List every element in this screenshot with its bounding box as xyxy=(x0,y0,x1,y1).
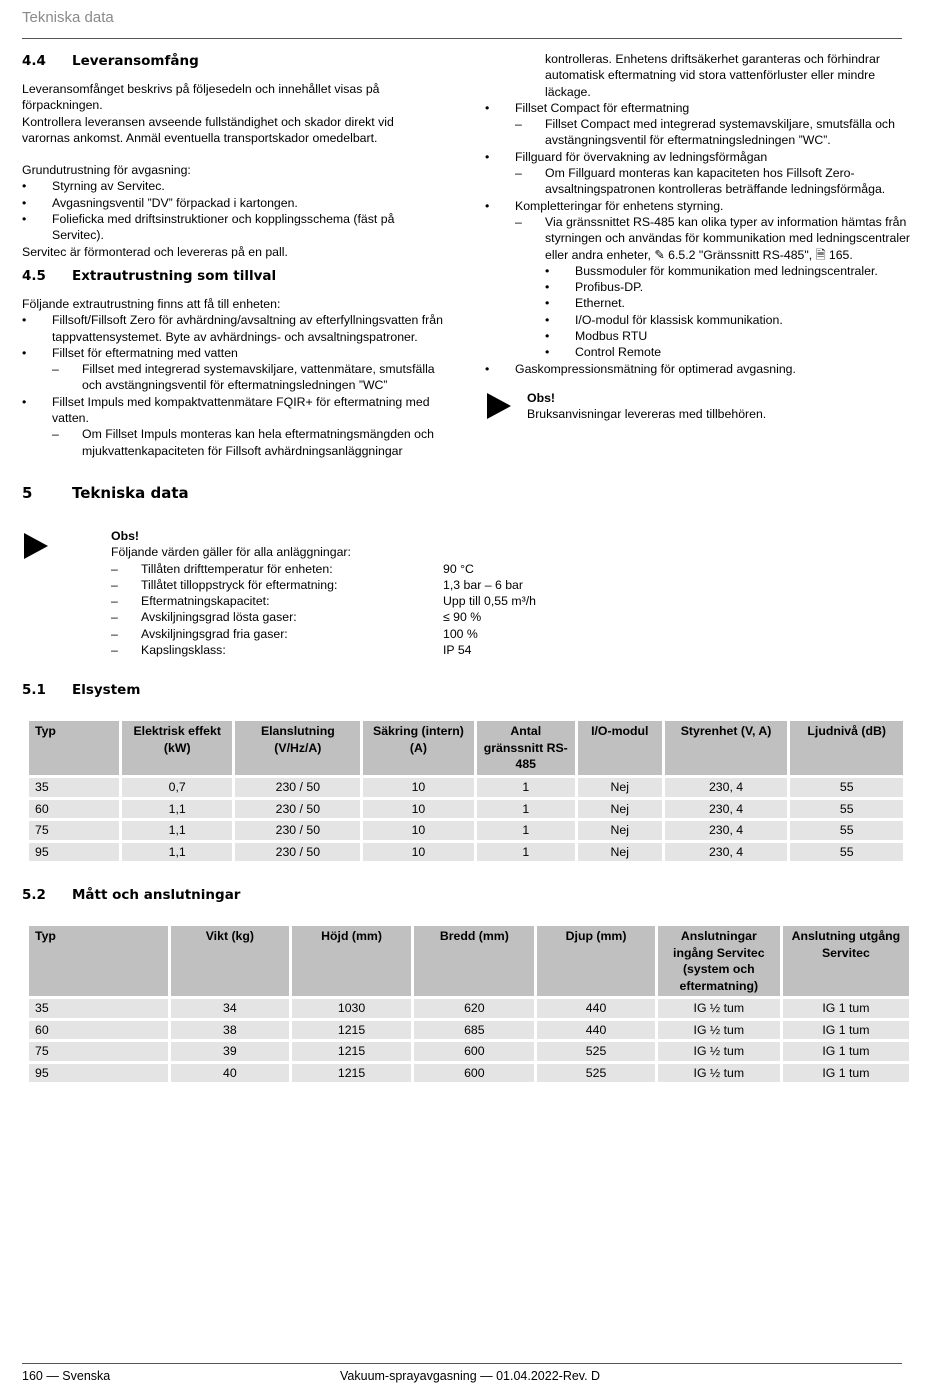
table-row xyxy=(29,1064,909,1083)
table-cell: 55 xyxy=(790,800,903,819)
table-cell: 10 xyxy=(363,821,473,840)
table-cell: 1215 xyxy=(292,1021,412,1040)
table-cell: 0,7 xyxy=(122,778,232,797)
list-item: • Kompletteringar för enhetens styrning. xyxy=(485,198,724,213)
table-cell: 34 xyxy=(171,999,289,1018)
table-cell: 55 xyxy=(790,843,903,862)
section-number: 4.5 xyxy=(22,268,46,284)
sub-sub-list-item: • I/O-modul för klassisk kommunikation. xyxy=(545,312,783,327)
chapter-number: 5 xyxy=(22,484,33,502)
section-number: 5.1 xyxy=(22,682,46,698)
table-cell: 230 / 50 xyxy=(235,800,360,819)
table-cell: 1,1 xyxy=(122,821,232,840)
section-4-5-body-left xyxy=(22,296,447,459)
table-header-row xyxy=(29,721,903,775)
table-cell: 40 xyxy=(171,1064,289,1083)
list-item: • Avgasningsventil ”DV” förpackad i kartongen. xyxy=(22,195,298,210)
section-4-4-heading xyxy=(22,52,199,70)
table-cell: 39 xyxy=(171,1042,289,1061)
table-cell: 1030 xyxy=(292,999,412,1018)
sub-list-item: – Om Fillguard monteras kan kapaciteten hos Fillsoft Zero-avsaltningspatronen kontrolleras beträffande ledningsförmåga. xyxy=(515,166,886,197)
table-cell: IG 1 tum xyxy=(783,1042,909,1061)
paragraph: Grundutrustning för avgasning: xyxy=(22,163,191,178)
column-header: Typ xyxy=(29,926,168,996)
table-cell: 600 xyxy=(414,1042,534,1061)
column-header: Elektrisk effekt (kW) xyxy=(122,721,232,775)
table-cell: 230, 4 xyxy=(665,821,788,840)
table-cell: 35 xyxy=(29,999,168,1018)
table-cell: 1 xyxy=(477,778,575,797)
table-cell: 1215 xyxy=(292,1042,412,1061)
chapter-title: Tekniska data xyxy=(72,484,189,502)
note-title: Obs! xyxy=(527,391,556,405)
page-number: 160 — Svenska xyxy=(22,1369,111,1383)
list-item: • Folieficka med driftsinstruktioner och kopplingsschema (fäst på Servitec). xyxy=(22,212,395,243)
column-header: Styrenhet (V, A) xyxy=(665,721,788,775)
table-cell: 1,1 xyxy=(122,800,232,819)
table-cell: 10 xyxy=(363,843,473,862)
table-row xyxy=(29,778,903,797)
column-header: Elanslutning (V/Hz/A) xyxy=(235,721,360,775)
section-title: Leveransomfång xyxy=(72,53,199,69)
paragraph: Kontrollera leveransen avseende fullständighet och skador direkt vid varornas ankomst. Anmäl eventuella transportskador omedelbart. xyxy=(22,114,394,145)
spec-row: – Eftermatningskapacitet: Upp till 0,55 m³/h xyxy=(111,594,536,609)
sub-list-item: – Fillset Compact med integrerad systemavskiljare, smutsfälla och avstängningsventil för eftermatningsledningen ”WC”. xyxy=(515,117,895,148)
table-cell: 55 xyxy=(790,821,903,840)
table-row xyxy=(29,821,903,840)
list-item: • Fillset Impuls med kompaktvattenmätare FQIR+ för eftermatning med vatten. xyxy=(22,394,430,426)
table-cell: 525 xyxy=(537,1064,655,1083)
column-header: Vikt (kg) xyxy=(171,926,289,996)
table-cell: IG ½ tum xyxy=(658,1042,780,1061)
table-cell: 95 xyxy=(29,1064,168,1083)
table-cell: 525 xyxy=(537,1042,655,1061)
running-header: Tekniska data xyxy=(22,9,114,26)
dimensions-table xyxy=(26,923,912,1085)
column-header: Antal gränssnitt RS-485 xyxy=(477,721,575,775)
table-cell: IG 1 tum xyxy=(783,1021,909,1040)
column-header: Höjd (mm) xyxy=(292,926,412,996)
table-cell: IG ½ tum xyxy=(658,1064,780,1083)
table-row xyxy=(29,1021,909,1040)
column-header: Anslutningar ingång Servitec (system och eftermatning) xyxy=(658,926,780,996)
chapter-5-heading xyxy=(22,483,189,503)
table-cell: Nej xyxy=(578,778,662,797)
paragraph: Följande extrautrustning finns att få till enheten: xyxy=(22,297,281,311)
sub-list-item: – Fillset med integrerad systemavskiljare, vattenmätare, smutsfälla och avstängningsventil för eftermatningsledningen ”WC” xyxy=(52,362,435,393)
header-divider xyxy=(22,38,902,39)
table-cell: 440 xyxy=(537,999,655,1018)
spec-row: – Kapslingsklass: IP 54 xyxy=(111,643,472,658)
table-cell: 1,1 xyxy=(122,843,232,862)
table-cell: Nej xyxy=(578,800,662,819)
note-title: Obs! xyxy=(111,529,140,543)
section-number: 4.4 xyxy=(22,53,46,69)
table-row xyxy=(29,999,909,1018)
spec-row: – Avskiljningsgrad lösta gaser: ≤ 90 % xyxy=(111,610,482,625)
table-cell: 60 xyxy=(29,800,119,819)
spec-row: – Tillåten drifttemperatur för enheten: 90 °C xyxy=(111,561,474,576)
section-number: 5.2 xyxy=(22,887,46,903)
section-5-1-heading xyxy=(22,681,140,699)
table-cell: 60 xyxy=(29,1021,168,1040)
list-item: • Fillguard för övervakning av ledningsförmågan xyxy=(485,149,768,164)
list-item: • Fillset för eftermatning med vatten xyxy=(22,345,238,360)
table-cell: 230 / 50 xyxy=(235,843,360,862)
footer-divider xyxy=(22,1363,902,1364)
column-header: Typ xyxy=(29,721,119,775)
table-row xyxy=(29,800,903,819)
table-cell: 1 xyxy=(477,821,575,840)
table-row xyxy=(29,843,903,862)
sub-sub-list-item: • Profibus-DP. xyxy=(545,280,644,295)
table-cell: 600 xyxy=(414,1064,534,1083)
list-item: • Fillset Compact för eftermatning xyxy=(485,100,690,115)
section-title: Elsystem xyxy=(72,682,141,698)
section-4-5-body-right xyxy=(485,51,910,377)
table-cell: 95 xyxy=(29,843,119,862)
sub-sub-list-item: • Control Remote xyxy=(545,345,662,360)
table-cell: 38 xyxy=(171,1021,289,1040)
table-cell: 230 / 50 xyxy=(235,778,360,797)
list-item: • Styrning av Servitec. xyxy=(22,179,165,194)
note-text: Bruksanvisningar levereras med tillbehören. xyxy=(527,407,767,422)
table-cell: IG ½ tum xyxy=(658,999,780,1018)
table-cell: 230, 4 xyxy=(665,800,788,819)
spec-row: – Avskiljningsgrad fria gaser: 100 % xyxy=(111,626,478,641)
table-cell: 1 xyxy=(477,800,575,819)
sub-sub-list-item: • Bussmoduler för kommunikation med ledningscentraler. xyxy=(545,263,878,278)
table-cell: IG 1 tum xyxy=(783,1064,909,1083)
column-header: Anslutning utgång Servitec xyxy=(783,926,909,996)
document-title: Vakuum-sprayavgasning — 01.04.2022-Rev. D xyxy=(340,1369,601,1383)
table-cell: 35 xyxy=(29,778,119,797)
table-cell: Nej xyxy=(578,843,662,862)
table-cell: 55 xyxy=(790,778,903,797)
section-title: Mått och anslutningar xyxy=(72,887,241,903)
tech-data-note xyxy=(111,528,631,658)
table-cell: 1215 xyxy=(292,1064,412,1083)
column-header: Säkring (intern) (A) xyxy=(363,721,473,775)
section-5-2-heading xyxy=(22,886,240,904)
electrical-table xyxy=(26,718,906,864)
table-cell: 230, 4 xyxy=(665,778,788,797)
table-cell: 685 xyxy=(414,1021,534,1040)
table-cell: 75 xyxy=(29,1042,168,1061)
table-cell: 10 xyxy=(363,778,473,797)
table-row xyxy=(29,1042,909,1061)
table-cell: 620 xyxy=(414,999,534,1018)
column-header: Bredd (mm) xyxy=(414,926,534,996)
sub-list-item: – Via gränssnittet RS-485 kan olika typer av information hämtas från styrningen och användas för kommunikation med ledningscentraler eller andra enheter, ✎ 6.5.2 "Gränssnitt RS-485", 🗎 165. xyxy=(515,214,911,262)
table-header-row xyxy=(29,926,909,996)
table-cell: 230, 4 xyxy=(665,843,788,862)
spec-row: – Tillåtet tilloppstryck för eftermatning: 1,3 bar – 6 bar xyxy=(111,577,523,592)
sub-sub-list-item: • Modbus RTU xyxy=(545,329,648,344)
list-item: • Gaskompressionsmätning för optimerad avgasning. xyxy=(485,361,796,376)
note-arrow-icon xyxy=(487,393,511,419)
paragraph: Leveransomfånget beskrivs på följesedeln och innehållet visas på förpackningen. xyxy=(22,82,380,113)
table-cell: IG ½ tum xyxy=(658,1021,780,1040)
table-cell: 1 xyxy=(477,843,575,862)
sub-sub-list-item: • Ethernet. xyxy=(545,296,625,311)
note-intro: Följande värden gäller för alla anläggningar: xyxy=(111,545,351,560)
sub-list-item: – Om Fillset Impuls monteras kan hela eftermatningsmängden och mjukvattenkapaciteten för Fillsoft avhärdningsanläggningar xyxy=(52,427,434,458)
column-header: I/O-modul xyxy=(578,721,662,775)
table-cell: 230 / 50 xyxy=(235,821,360,840)
list-item: • Fillsoft/Fillsoft Zero för avhärdning/avsaltning av efterfyllningsvatten från tappvattensystemet. Byte av avhärdnings- och avsaltningspatroner. xyxy=(22,313,443,344)
paragraph: Servitec är förmonterad och levereras på en pall. xyxy=(22,244,288,259)
section-title: Extrautrustning som tillval xyxy=(72,268,277,284)
table-cell: IG 1 tum xyxy=(783,999,909,1018)
section-4-4-body xyxy=(22,81,442,260)
table-cell: 10 xyxy=(363,800,473,819)
note-box xyxy=(527,390,766,423)
column-header: Djup (mm) xyxy=(537,926,655,996)
table-cell: 75 xyxy=(29,821,119,840)
column-header: Ljudnivå (dB) xyxy=(790,721,903,775)
section-4-5-heading xyxy=(22,267,276,285)
table-cell: Nej xyxy=(578,821,662,840)
table-cell: 440 xyxy=(537,1021,655,1040)
continued-text: kontrolleras. Enhetens driftsäkerhet garanteras och förhindrar automatisk eftermatning vid stora vattenförluster eller mindre läckage. xyxy=(545,52,880,99)
note-arrow-icon xyxy=(24,533,48,559)
